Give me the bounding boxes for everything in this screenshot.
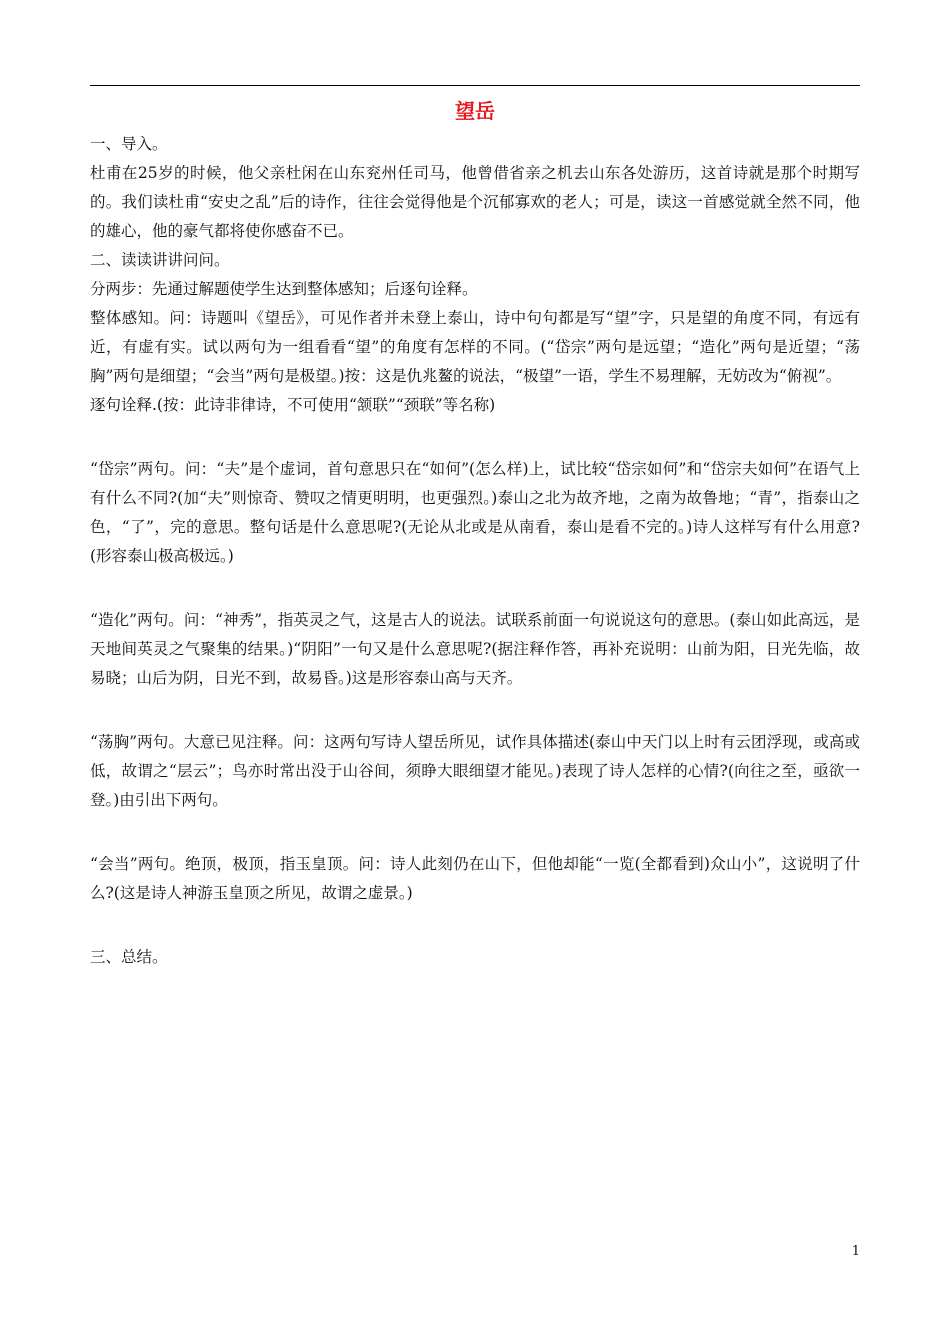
summary-heading: 三、总结。: [90, 948, 168, 966]
paragraph-gap: [90, 693, 860, 728]
document-body: [90, 130, 860, 972]
zaohua-paragraph: “造化”两句。问：“神秀”，指英灵之气，这是古人的说法。试联系前面一句说说这句的意思。(泰山如此高远，是天地间英灵之气聚集的结果。)“阴阳”一句又是什么意思呢?(据注释作答，再补充说明：山前为阳，日光先临，故易晓；山后为阴，日光不到，故易昏。)这是形容泰山高与天齐。: [90, 611, 860, 687]
line-by-line-note: 逐句诠释.(按：此诗非律诗，不可使用“颔联”“颈联”等名称): [90, 396, 496, 414]
header-rule: [90, 85, 860, 86]
dangxiong-paragraph: “荡胸”两句。大意已见注释。问：这两句写诗人望岳所见，试作具体描述(泰山中天门以上时有云团浮现，或高或低，故谓之“层云”；鸟亦时常出没于山谷间，须睁大眼细望才能见。)表现了诗人怎样的心情?(向往之至，亟欲一登。)由引出下两句。: [90, 733, 860, 809]
page-number: 1: [851, 1244, 860, 1259]
paragraph-gap: [90, 420, 860, 455]
reading-heading: 二、读读讲讲问问。: [90, 251, 230, 269]
intro-heading: 一、导入。: [90, 135, 168, 153]
document-title: 望岳: [455, 99, 495, 123]
daizong-paragraph: “岱宗”两句。问：“夫”是个虚词，首句意思只在“如何”(怎么样)上，试比较“岱宗如何”和“岱宗夫如何”在语气上有什么不同?(加“夫”则惊奇、赞叹之情更明明，也更强烈。)泰山之北为故齐地，之南为故鲁地；“青”，指泰山之色，“了”，完的意思。整句话是什么意思呢?(无论从北或是从南看，泰山是看不完的。)诗人这样写有什么用意?(形容泰山极高极远。): [90, 460, 860, 565]
overall-perception-paragraph: 整体感知。问：诗题叫《望岳》，可见作者并未登上泰山，诗中句句都是写“望”字，只是望的角度不同，有远有近，有虚有实。试以两句为一组看看“望”的角度有怎样的不同。(“岱宗”两句是远望；“造化”两句是近望；“荡胸”两句是细望；“会当”两句是极望。)按：这是仇兆鳌的说法，“极望”一语，学生不易理解，无妨改为“俯视”。: [90, 309, 860, 385]
intro-paragraph: 杜甫在25岁的时候，他父亲杜闲在山东兖州任司马，他曾借省亲之机去山东各处游历，这首诗就是那个时期写的。我们读杜甫“安史之乱”后的诗作，往往会觉得他是个沉郁寡欢的老人；可是，读这一首感觉就全然不同，他的雄心，他的豪气都将使你感奋不已。: [90, 164, 860, 240]
paragraph-gap: [90, 571, 860, 606]
paragraph-gap: [90, 815, 860, 850]
reading-steps: 分两步：先通过解题使学生达到整体感知；后逐句诠释。: [90, 280, 478, 298]
paragraph-gap: [90, 908, 860, 943]
huidang-paragraph: “会当”两句。绝顶，极顶，指玉皇顶。问：诗人此刻仍在山下，但他却能“一览(全都看到)众山小”，这说明了什么?(这是诗人神游玉皇顶之所见，故谓之虚景。): [90, 855, 860, 902]
